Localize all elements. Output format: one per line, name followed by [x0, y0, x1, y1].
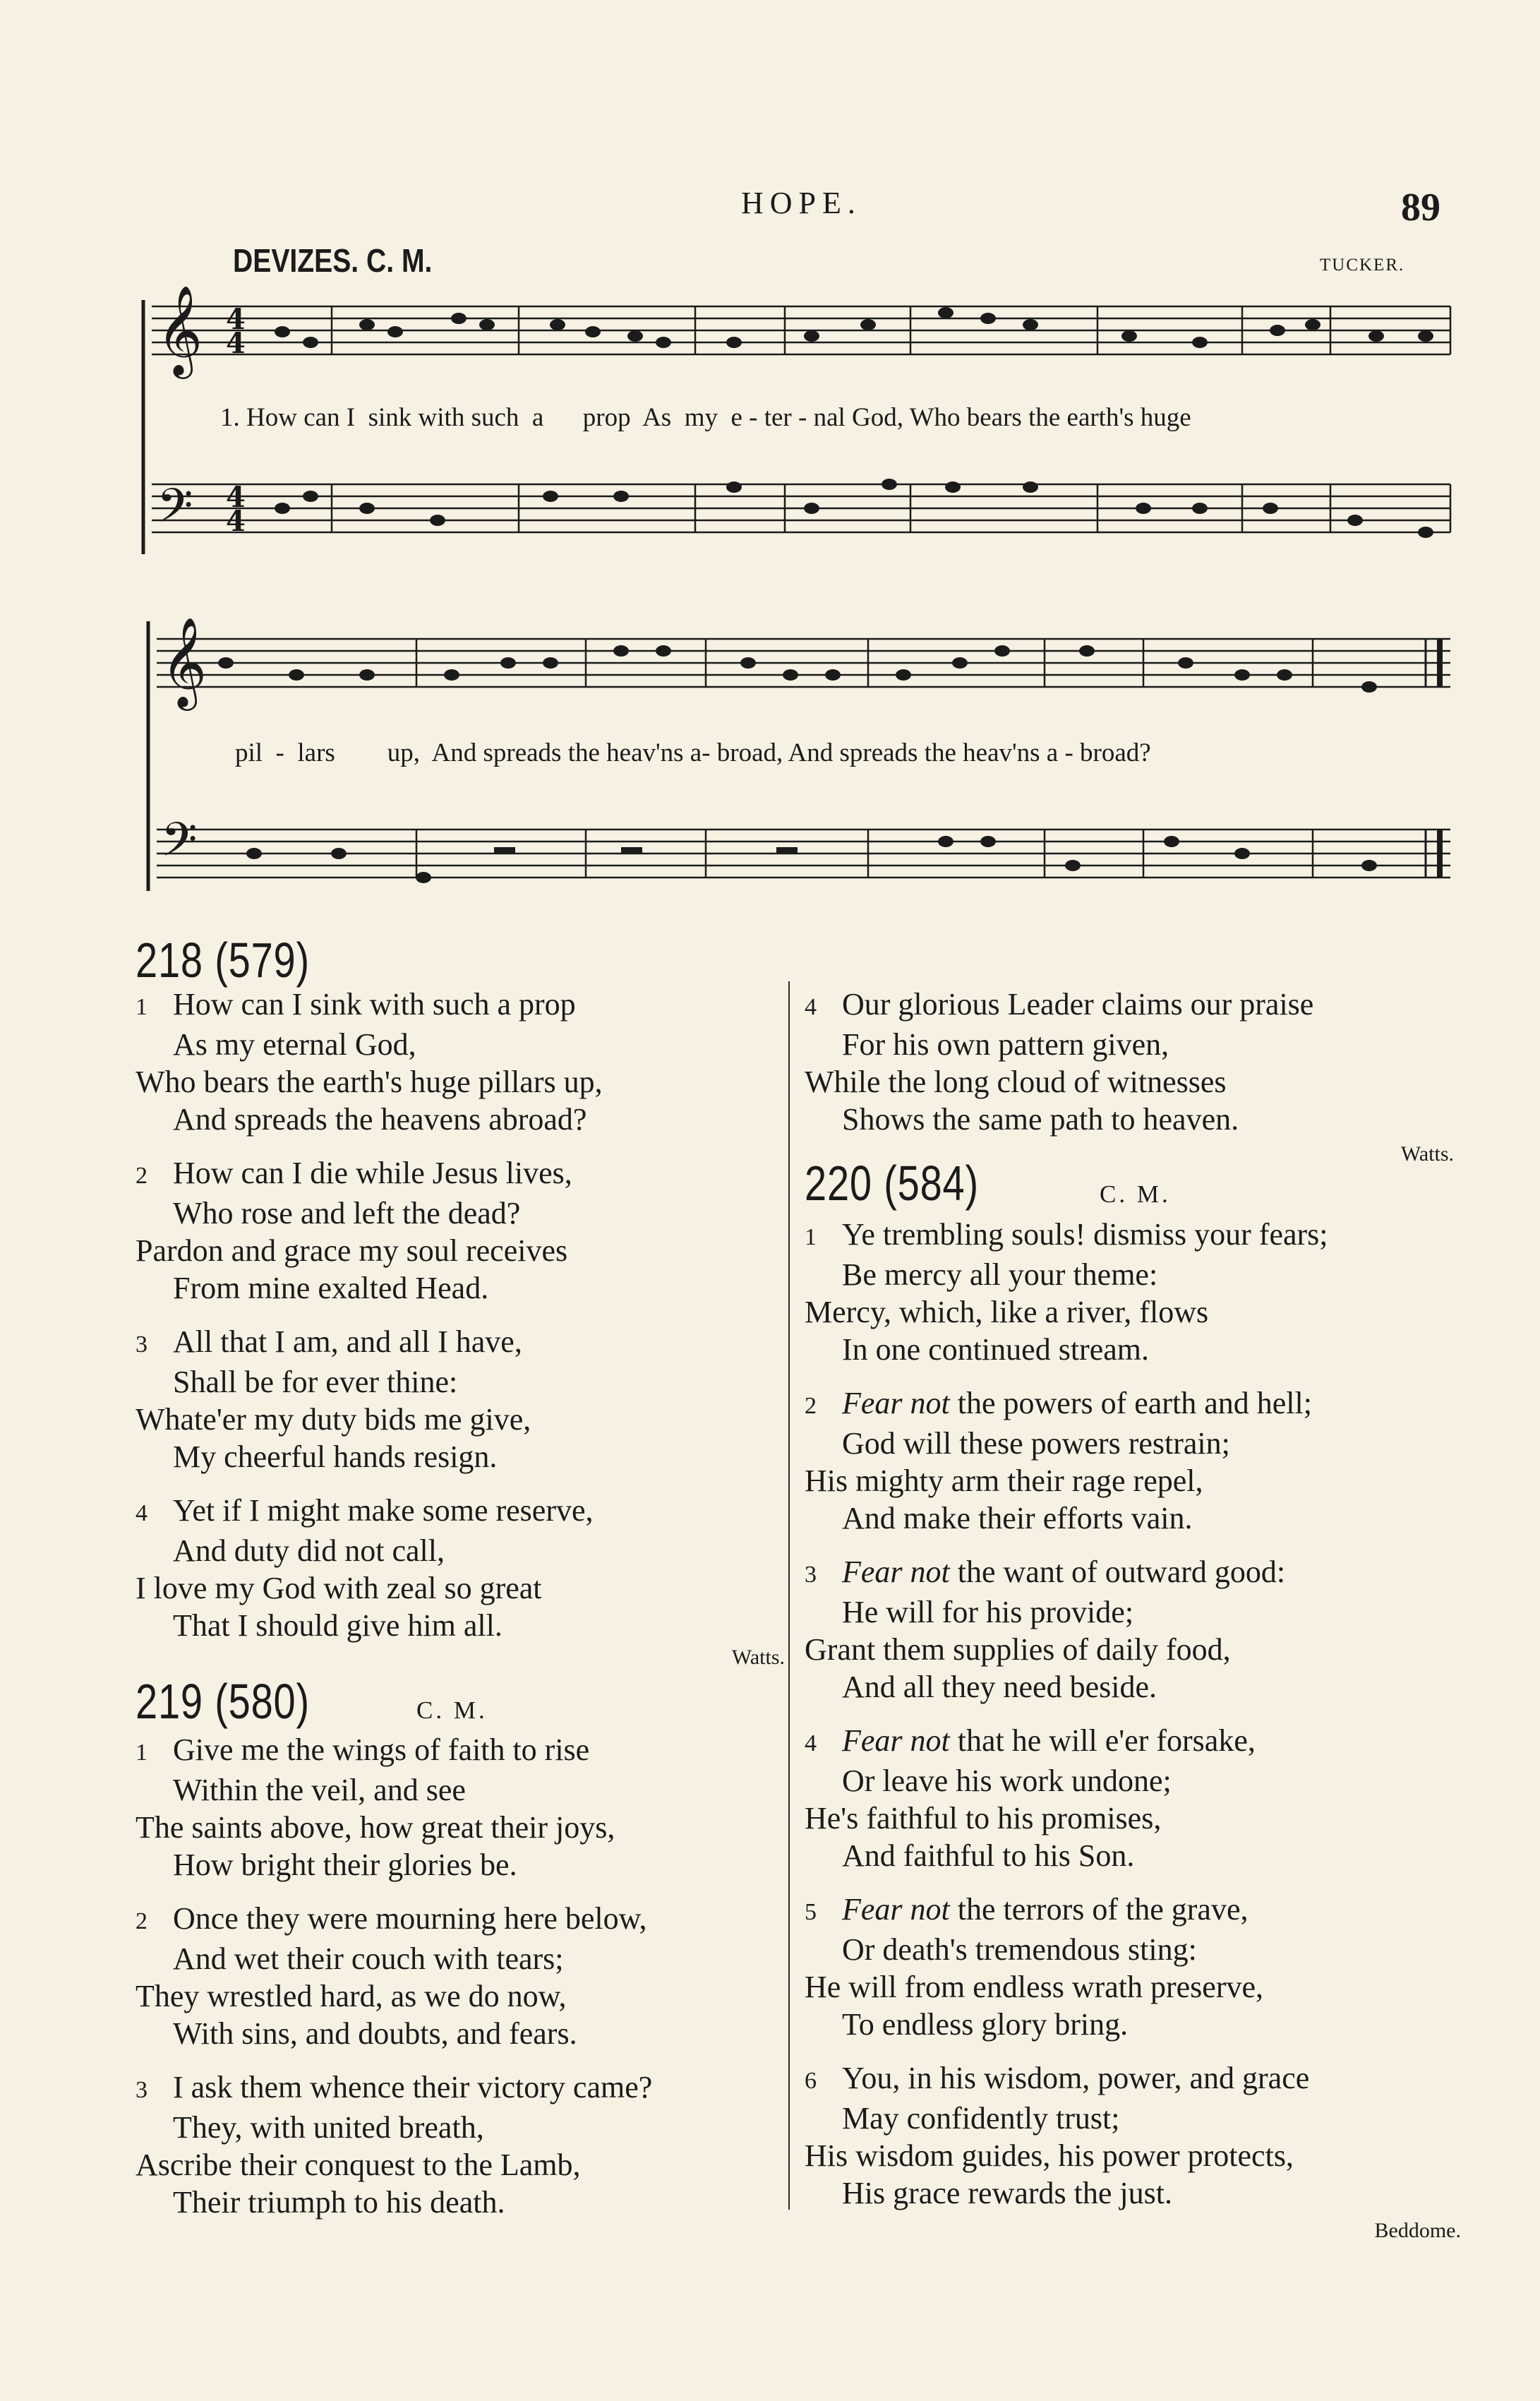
hymn-219-heading	[136, 1673, 354, 1730]
svg-text:4: 4	[226, 505, 246, 538]
hymn-meter: C. M.	[416, 1696, 488, 1724]
staff-4	[157, 830, 1450, 878]
stanza: 6 You, in his wisdom, power, and grace May confidently trust; His wisdom guides, his power protects, His grace rewards the just.	[805, 2061, 1310, 2210]
rests	[494, 847, 798, 854]
bar-lines	[332, 306, 1450, 878]
treble-clef-icon: 𝄞	[157, 285, 203, 375]
hymn-number-219: 219 (580)	[136, 1674, 310, 1729]
hymn-author: Watts.	[731, 1646, 785, 1669]
stanza: 1 How can I sink with such a prop As my eternal God, Who bears the earth's huge pillars up, And spreads the heavens abroad?	[136, 987, 603, 1137]
hymn-author: Beddome.	[1374, 2219, 1461, 2242]
clefs	[157, 285, 246, 878]
stanza: 3 Fear not the want of outward good: He will for his provide; Grant them supplies of daily food, And all they need beside.	[805, 1555, 1286, 1704]
hymn-220-text	[805, 1216, 1461, 2249]
stanza: 2 Fear not the powers of earth and hell; God will these powers restrain; His mighty arm their rage repel, And make their efforts vain.	[805, 1386, 1312, 1535]
stanza: 2 Once they were mourning here below, And wet their couch with tears; They wrestled hard, as we do now, With sins, and doubts, and fears.	[136, 1901, 647, 2051]
note-heads	[218, 307, 1433, 883]
treble-clef-icon: 𝄞	[161, 616, 207, 707]
tune-composer: TUCKER.	[1320, 256, 1405, 275]
bass-clef-icon: 𝄢	[157, 479, 193, 544]
stanza: 3 All that I am, and all I have, Shall be for ever thine: Whate'er my duty bids me give, My cheerful hands resign.	[136, 1324, 531, 1474]
tune-lyrics-line-1: 1. How can I sink with such a prop As my e - ter - nal God, Who bears the earth's huge	[220, 403, 1191, 432]
hymn-number-218: 218 (579)	[136, 933, 310, 988]
bass-clef-icon: 𝄢	[161, 813, 198, 878]
music-score	[0, 0, 1540, 946]
stanza: 1 Give me the wings of faith to rise Within the veil, and see The saints above, how great their joys, How bright their glories be.	[136, 1732, 615, 1882]
running-title: HOPE.	[741, 186, 862, 220]
hymn-meter: C. M.	[1100, 1180, 1171, 1208]
staff-1	[152, 306, 1450, 354]
hymn-219-continued	[805, 986, 1454, 1173]
svg-text:4: 4	[226, 481, 246, 514]
column-divider	[788, 981, 790, 2210]
hymn-author: Watts.	[1400, 1142, 1454, 1166]
hymn-218-text	[136, 986, 785, 1676]
page-number: 89	[1401, 186, 1440, 229]
svg-text:4: 4	[226, 327, 246, 360]
score-lines	[143, 300, 1450, 891]
staff-3	[157, 639, 1450, 687]
svg-text:4: 4	[226, 303, 246, 336]
stanza: 3 I ask them whence their victory came? They, with united breath, Ascribe their conquest to the Lamb, Their triumph to his death.	[136, 2070, 653, 2220]
staff-2	[152, 484, 1450, 532]
stanza: 4 Fear not that he will e'er forsake, Or leave his work undone; He's faithful to his promises, And faithful to his Son.	[805, 1723, 1256, 1873]
stanza: 1 Ye trembling souls! dismiss your fears; Be mercy all your theme: Mercy, which, like a river, flows In one continued stream.	[805, 1217, 1328, 1367]
stanza: 2 How can I die while Jesus lives, Who rose and left the dead? Pardon and grace my soul receives From mine exalted Head.	[136, 1156, 572, 1305]
stanza: 5 Fear not the terrors of the grave, Or death's tremendous sting: He will from endless wrath preserve, To endless glory bring.	[805, 1892, 1264, 2042]
tune-name: DEVIZES. C. M.	[233, 242, 433, 279]
tune-lyrics-line-2: pil - lars up, And spreads the heav'ns a- broad, And spreads the heav'ns a - broad?	[235, 738, 1151, 767]
hymn-219-text	[136, 1731, 785, 2237]
hymn-number-220: 220 (584)	[805, 1156, 979, 1211]
stanza: 4 Our glorious Leader claims our praise For his own pattern given, While the long cloud of witnesses Shows the same path to heaven.	[805, 987, 1314, 1137]
stanza: 4 Yet if I might make some reserve, And duty did not call, I love my God with zeal so great That I should give him all.	[136, 1493, 594, 1643]
